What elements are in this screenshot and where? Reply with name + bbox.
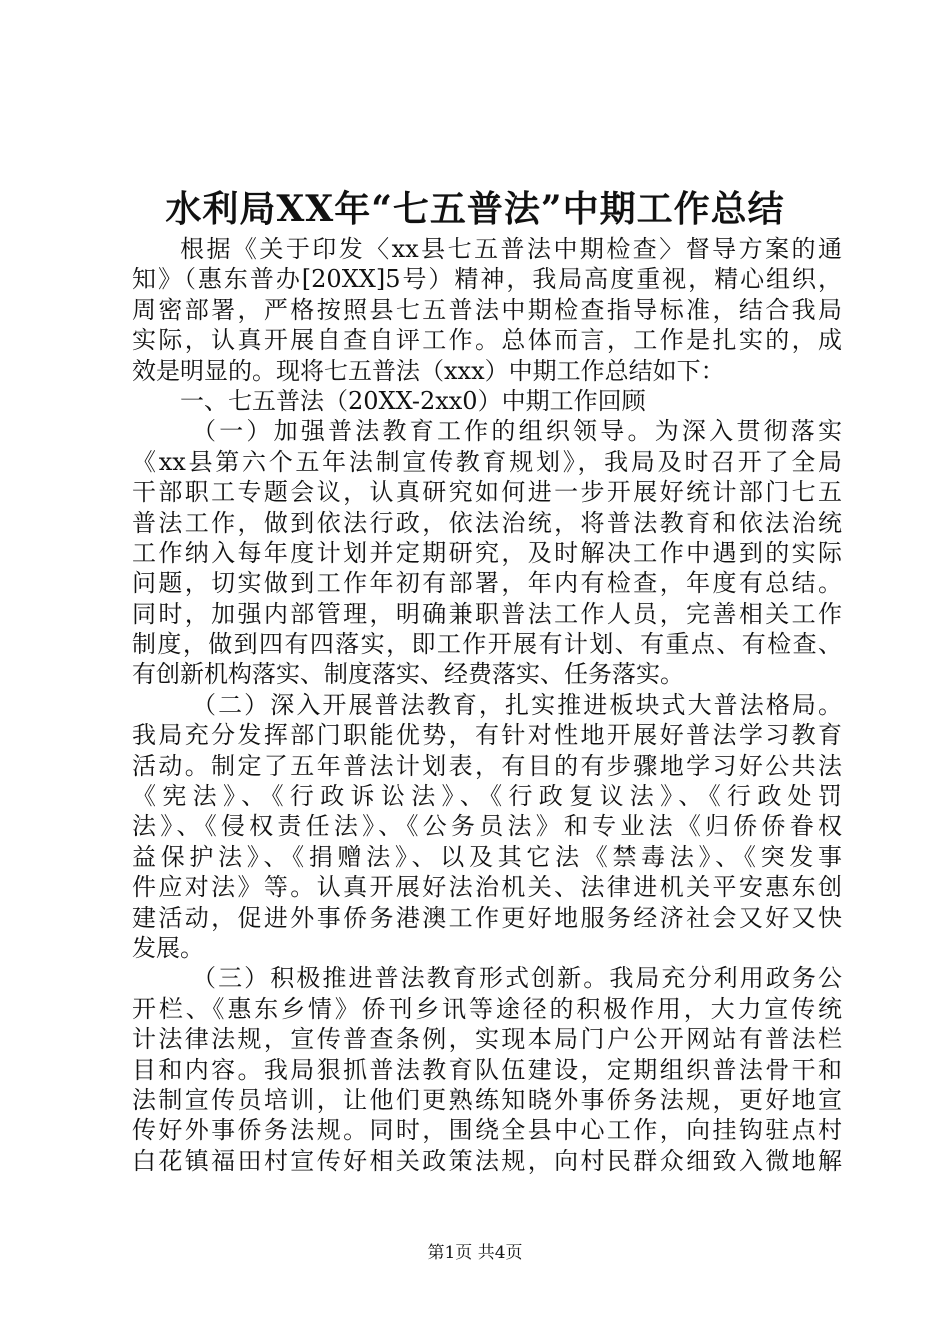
paragraph-line: 件应对法》等。认真开展好法治机关、法律进机关平安惠东创 bbox=[132, 873, 842, 902]
page-number: 第1页 共4页 bbox=[427, 1243, 523, 1263]
paragraph-line: 益保护法》、《捐赠法》、以及其它法《禁毒法》、《突发事 bbox=[132, 842, 842, 871]
paragraph-line: 法》、《侵权责任法》、《公务员法》和专业法《归侨侨眷权 bbox=[132, 812, 842, 841]
paragraph-line: 《xx县第六个五年法制宣传教育规划》，我局及时召开了全局 bbox=[132, 447, 842, 476]
paragraph-line: 有创新机构落实、制度落实、经费落实、任务落实。 bbox=[132, 660, 684, 689]
paragraph-line: 制度，做到四有四落实，即工作开展有计划、有重点、有检查、 bbox=[132, 630, 842, 659]
paragraph-line: 我局充分发挥部门职能优势，有针对性地开展好普法学习教育 bbox=[132, 721, 842, 750]
paragraph-line: 干部职工专题会议，认真研究如何进一步开展好统计部门七五 bbox=[132, 478, 842, 507]
paragraph-line: 传好外事侨务法规。同时，围绕全县中心工作，向挂钩驻点村 bbox=[132, 1116, 842, 1145]
paragraph-line: 效是明显的。现将七五普法（xxx）中期工作总结如下： bbox=[132, 356, 725, 385]
paragraph-line: 发展。 bbox=[132, 933, 204, 962]
document-title: 水利局XX年“七五普法”中期工作总结 bbox=[165, 188, 785, 230]
document-body bbox=[132, 234, 842, 1176]
paragraph-line: 实际，认真开展自查自评工作。总体而言，工作是扎实的，成 bbox=[132, 326, 842, 355]
paragraph-line: （二）深入开展普法教育，扎实推进板块式大普法格局。 bbox=[192, 690, 842, 719]
paragraph-line: （一）加强普法教育工作的组织领导。为深入贯彻落实 bbox=[192, 417, 842, 446]
paragraph-line: 开栏、《惠东乡情》侨刊乡讯等途径的积极作用，大力宣传统 bbox=[132, 994, 842, 1023]
paragraph-line: 法制宣传员培训，让他们更熟练知晓外事侨务法规，更好地宣 bbox=[132, 1085, 842, 1114]
paragraph-line: 普法工作，做到依法行政，依法治统，将普法教育和依法治统 bbox=[132, 508, 842, 537]
paragraph-line: 知》（惠东普办[20XX]5号）精神，我局高度重视，精心组织， bbox=[132, 265, 842, 294]
paragraph-line: （三）积极推进普法教育形式创新。我局充分利用政务公 bbox=[192, 964, 842, 993]
paragraph-line: 计法律法规，宣传普查条例，实现本局门户公开网站有普法栏 bbox=[132, 1025, 842, 1054]
paragraph-line: 建活动，促进外事侨务港澳工作更好地服务经济社会又好又快 bbox=[132, 903, 842, 932]
paragraph-line: 目和内容。我局狠抓普法教育队伍建设，定期组织普法骨干和 bbox=[132, 1055, 842, 1084]
paragraph-line: 工作纳入每年度计划并定期研究，及时解决工作中遇到的实际 bbox=[132, 538, 842, 567]
paragraph-line: 周密部署，严格按照县七五普法中期检查指导标准，结合我局 bbox=[132, 295, 842, 324]
paragraph-line: 《宪法》、《行政诉讼法》、《行政复议法》、《行政处罚 bbox=[132, 782, 842, 811]
paragraph-line: 问题，切实做到工作年初有部署，年内有检查，年度有总结。 bbox=[132, 569, 842, 598]
paragraph-line: 根据《关于印发〈xx县七五普法中期检查〉督导方案的通 bbox=[180, 235, 842, 263]
section-heading: 一、七五普法（20XX-2xx0）中期工作回顾 bbox=[180, 386, 646, 415]
paragraph-line: 同时，加强内部管理，明确兼职普法工作人员，完善相关工作 bbox=[132, 599, 842, 628]
paragraph-line: 活动。制定了五年普法计划表，有目的有步骤地学习好公共法 bbox=[132, 751, 842, 780]
paragraph-line: 白花镇福田村宣传好相关政策法规，向村民群众细致入微地解 bbox=[132, 1146, 842, 1175]
